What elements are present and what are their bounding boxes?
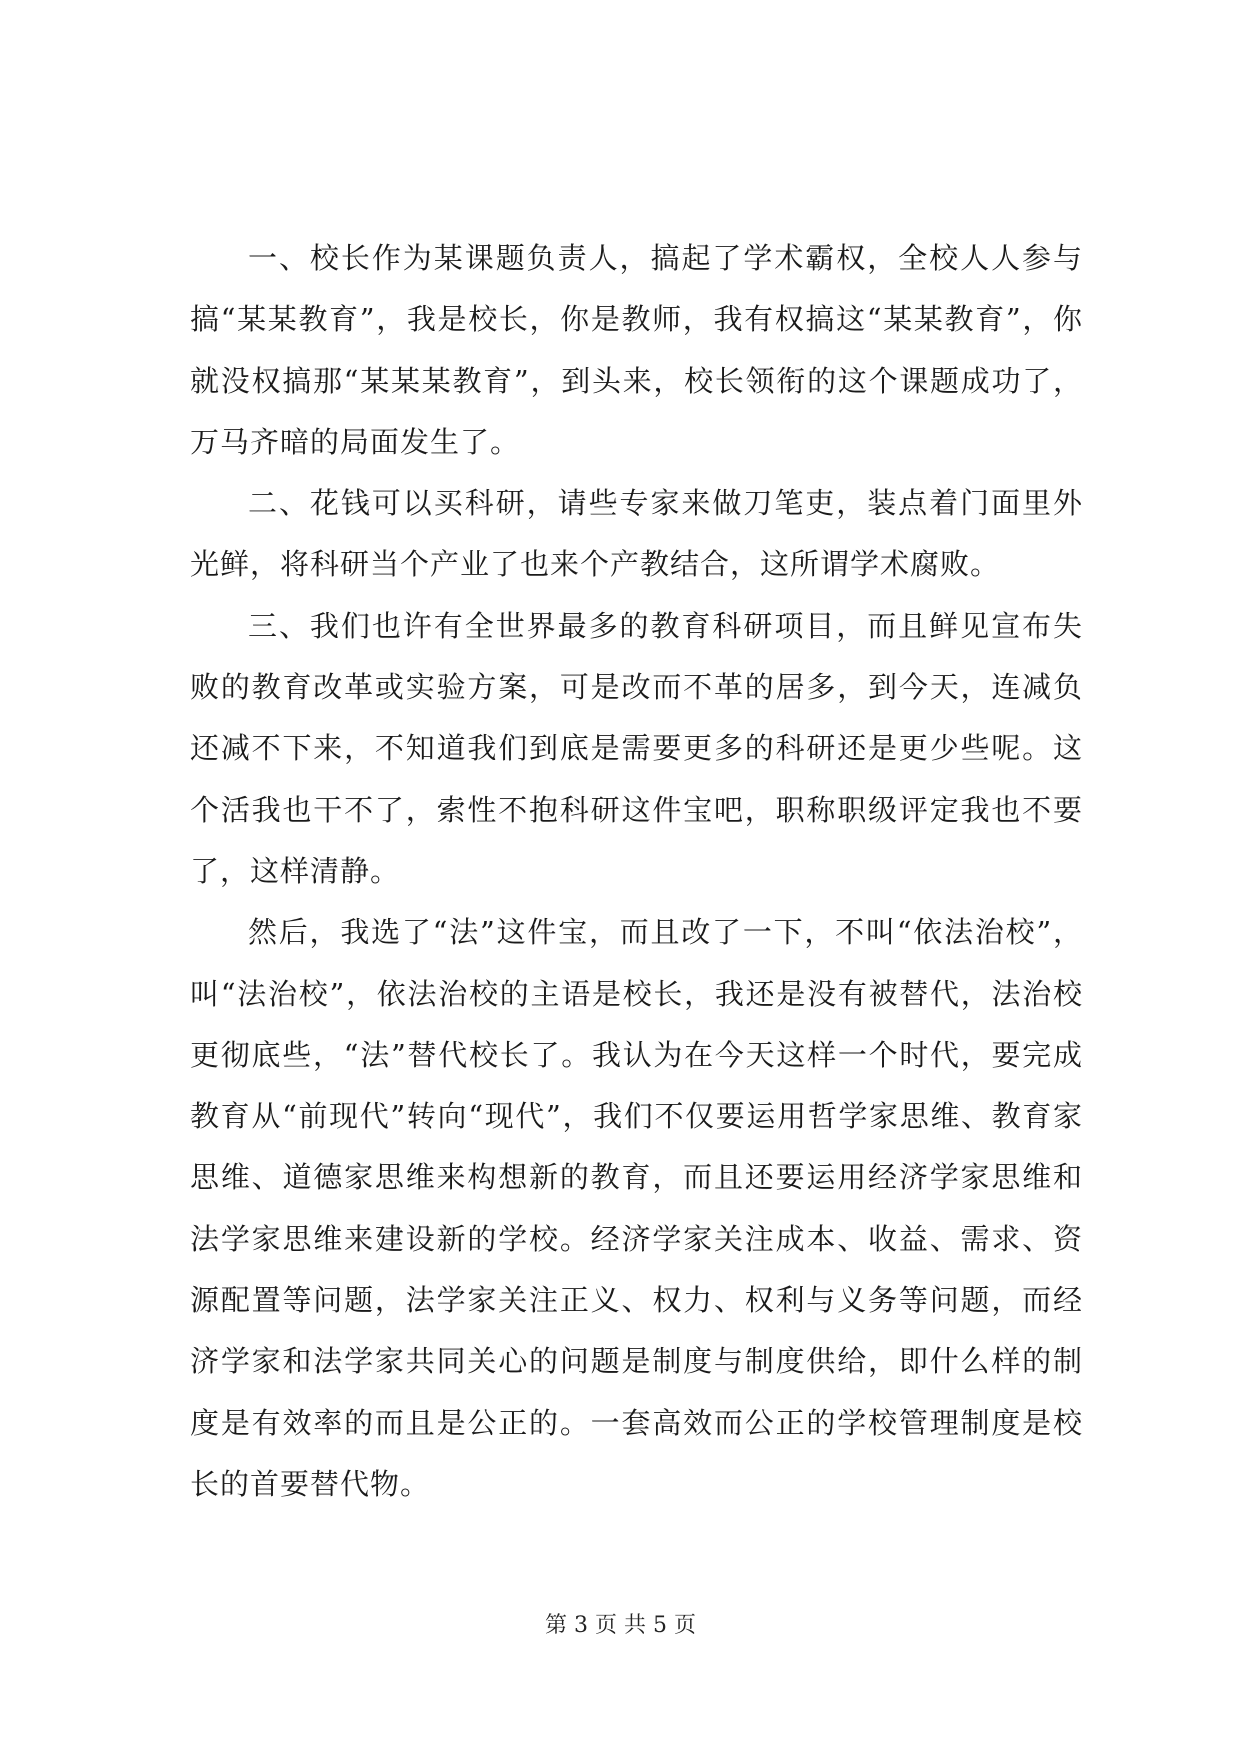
- paragraph-3: 三、我们也许有全世界最多的教育科研项目，而且鲜见宣布失败的教育改革或实验方案，可是改而不革的居多，到今天，连减负还减不下来，不知道我们到底是需要更多的科研还是更少些呢。这个活我也干不了，索性不抱科研这件宝吧，职称职级评定我也不要了，这样清静。: [190, 608, 1083, 888]
- page-footer: [0, 1612, 1241, 1640]
- paragraph-1: 一、校长作为某课题负责人，搞起了学术霸权，全校人人参与搞“某某教育”，我是校长，你是教师，我有权搞这“某某教育”，你就没权搞那“某某某教育”，到头来，校长领衔的这个课题成功了，万马齐暗的局面发生了。: [190, 241, 1083, 459]
- page-number-label: 第 3 页 共 5 页: [545, 1613, 696, 1638]
- paragraph-2: 二、花钱可以买科研，请些专家来做刀笔吏，装点着门面里外光鲜，将科研当个产业了也来个产教结合，这所谓学术腐败。: [190, 486, 1083, 582]
- paragraph-4: 然后，我选了“法”这件宝，而且改了一下，不叫“依法治校”，叫“法治校”，依法治校的主语是校长，我还是没有被替代，法治校更彻底些，“法”替代校长了。我认为在今天这样一个时代，要完成教育从“前现代”转向“现代”，我们不仅要运用哲学家思维、教育家思维、道德家思维来构想新的教育，而且还要运用经济学家思维和法学家思维来建设新的学校。经济学家关注成本、收益、需求、资源配置等问题，法学家关注正义、权力、权利与义务等问题，而经济学家和法学家共同关心的问题是制度与制度供给，即什么样的制度是有效率的而且是公正的。一套高效而公正的学校管理制度是校长的首要替代物。: [190, 915, 1083, 1501]
- document-body: [190, 228, 1083, 1515]
